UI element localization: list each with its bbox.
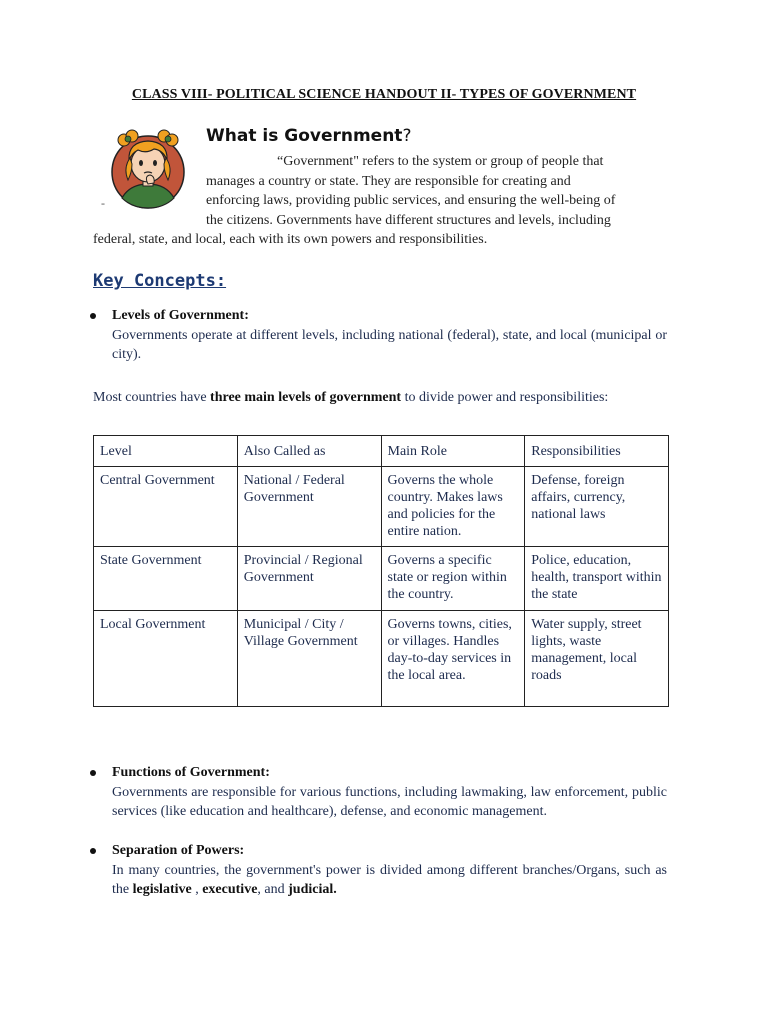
bullet-functions-of-government (90, 763, 667, 822)
bullet-body: In many countries, the government's power is divided among different branches/Organs, such as the legislative , executive, and judicial. (112, 862, 667, 897)
table-cell: Governs towns, cities, or villages. Handles day-to-day services in the local area. (381, 611, 525, 707)
table-cell: National / Federal Government (237, 467, 381, 547)
bullet-dot-icon (90, 313, 96, 319)
document-title: CLASS VIII- POLITICAL SCIENCE HANDOUT II- TYPES OF GOVERNMENT (131, 87, 637, 102)
intro-line: manages a country or state. They are responsible for creating and (206, 173, 571, 189)
stray-dash: - (101, 196, 105, 210)
bullet-dot-icon (90, 770, 96, 776)
government-levels-table (93, 435, 669, 707)
table-cell: Defense, foreign affairs, currency, national laws (525, 467, 669, 547)
bullet-body: Governments are responsible for various functions, including lawmaking, law enforcement, public services (like education and healthcare), defense, and economic management. (112, 784, 667, 819)
bullet-title: Levels of Government: (112, 308, 249, 323)
table-cell: State Government (94, 547, 238, 611)
table-cell: Provincial / Regional Government (237, 547, 381, 611)
intro-line: federal, state, and local, each with its own powers and responsibilities. (93, 232, 488, 247)
intro-line: “Government" refers to the system or group of people that (277, 154, 604, 169)
table-cell: Municipal / City / Village Government (237, 611, 381, 707)
column-header: Level (94, 436, 238, 467)
table-row (94, 467, 669, 547)
table-header-row (94, 436, 669, 467)
table-cell: Central Government (94, 467, 238, 547)
bullet-body: Governments operate at different levels, including national (federal), state, and local (municipal or city). (112, 327, 667, 362)
column-header: Main Role (381, 436, 525, 467)
intro-line: the citizens. Governments have different structures and levels, including (206, 212, 611, 228)
key-concepts-heading: Key Concepts: (93, 271, 227, 291)
intro-line: enforcing laws, providing public services, and ensuring the well-being of (206, 193, 616, 208)
table-cell: Police, education, health, transport within the state (525, 547, 669, 611)
table-row (94, 547, 669, 611)
column-header: Also Called as (237, 436, 381, 467)
column-header: Responsibilities (525, 436, 669, 467)
intro-paragraph (93, 152, 668, 250)
table-cell: Governs the whole country. Makes laws and policies for the entire nation. (381, 467, 525, 547)
bullet-dot-icon (90, 848, 96, 854)
levels-lead-sentence: Most countries have three main levels of government to divide power and responsibilities: (93, 390, 609, 405)
what-is-government-heading: What is Government? (206, 126, 412, 146)
bullet-separation-of-powers (90, 841, 667, 900)
table-row (94, 611, 669, 707)
table-cell: Local Government (94, 611, 238, 707)
table-cell: Water supply, street lights, waste management, local roads (525, 611, 669, 707)
bullet-title: Functions of Government: (112, 765, 270, 780)
bullet-title: Separation of Powers: (112, 843, 245, 858)
bullet-levels-of-government (90, 306, 667, 365)
table-cell: Governs a specific state or region within the country. (381, 547, 525, 611)
